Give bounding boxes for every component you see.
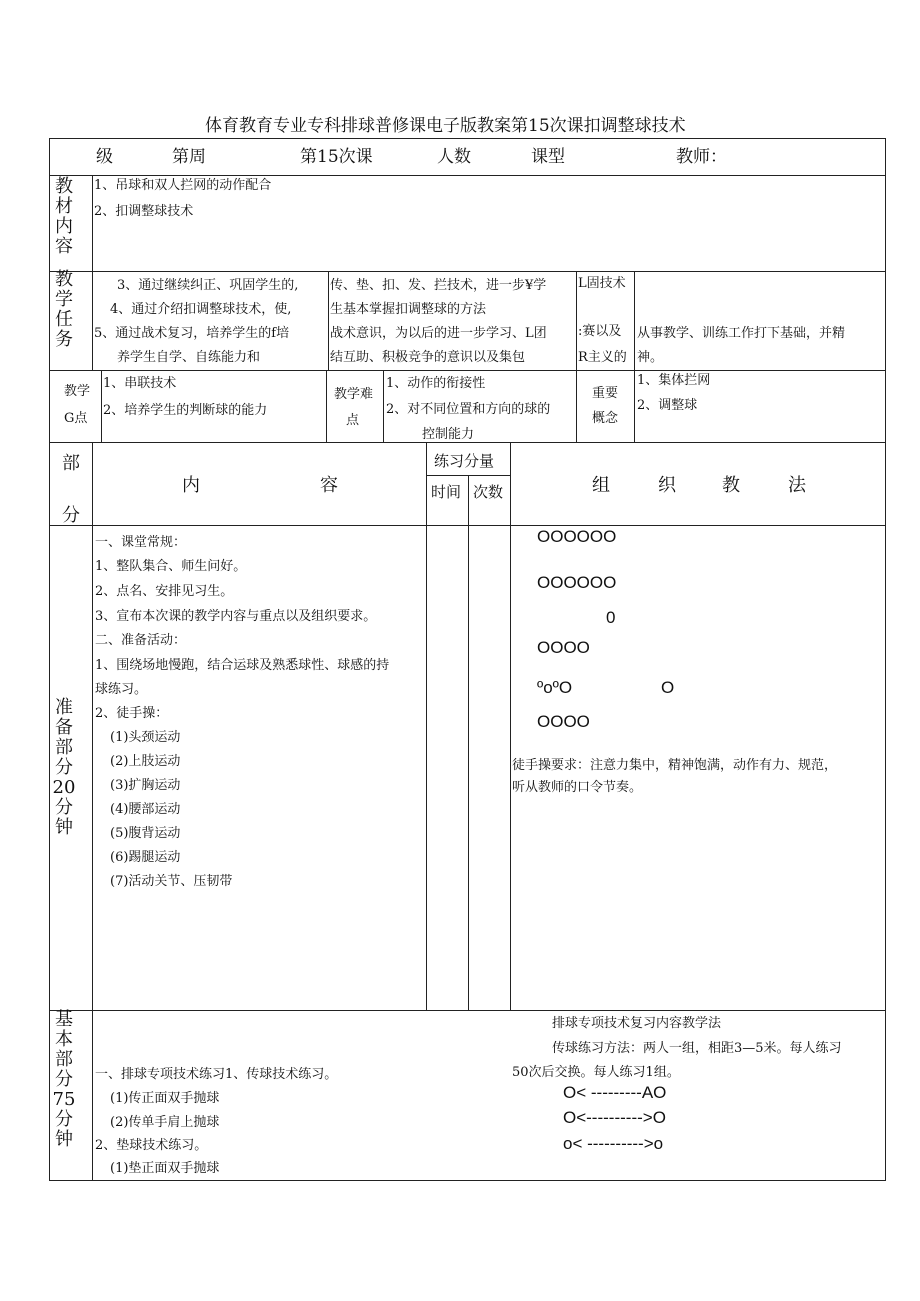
formation-row: O [661, 678, 675, 697]
formation-row: 0 [606, 608, 616, 627]
method-header: 教 [722, 475, 740, 496]
formation-row: OOOO [537, 712, 590, 731]
prep-line: (7)活动关节、压韧带 [110, 874, 233, 889]
requirement-line: 徒手操要求：注意力集中，精神饱满，动作有力、规范， [512, 758, 838, 773]
basic-line: (2)传单手肩上抛球 [110, 1115, 220, 1130]
prep-line: (2)上肢运动 [110, 754, 181, 769]
material-label: 教材内容 [55, 176, 73, 257]
prep-line: 1、整队集合、师生问好。 [95, 559, 247, 574]
basic-label: 基本部分75分钟 [52, 1009, 76, 1150]
prep-line: (5)腹背运动 [110, 826, 181, 841]
prep-line: 2、点名、安排见习生。 [95, 584, 234, 599]
prep-line: (1)头颈运动 [110, 730, 181, 745]
prep-line: 1、围绕场地慢跑，结合运球及熟悉球性、球感的持 [95, 658, 390, 673]
task-line: 生基本掌握扣调整球的方法 [330, 302, 487, 317]
concept-item: 2、调整球 [637, 398, 698, 413]
prep-line: 二、准备活动： [95, 633, 187, 648]
task-line: 5、通过战术复习，培养学生的f培 [94, 326, 290, 341]
concept-item: 1、集体拦网 [637, 373, 711, 388]
method-header: 组 [592, 475, 610, 496]
basic-line: 2、垫球技术练习。 [95, 1138, 208, 1153]
method-header: 织 [658, 475, 676, 496]
task-line: 传、垫、扣、发、拦技术，进一步¥学 [330, 278, 547, 293]
keypoint-label: 教学 [64, 384, 91, 399]
method-header: 法 [788, 475, 806, 496]
prep-line: 球练习。 [95, 682, 148, 697]
task-line: L固技术 [578, 276, 626, 291]
method-line: 传球练习方法：两人一组，相距3—5米。每人练习 [552, 1041, 842, 1056]
difficulty-label: 点 [346, 413, 360, 428]
prep-line: (6)踢腿运动 [110, 850, 181, 865]
material-item: 1、吊球和双人拦网的动作配合 [94, 178, 272, 193]
concept-label: 重要 [592, 386, 619, 401]
difficulty-item: 2、对不同位置和方向的球的 [386, 402, 551, 417]
task-line: 从事教学、训练工作打下基础，并精 [637, 326, 846, 341]
task-line: R主义的 [578, 350, 627, 365]
grade-label: 级 [96, 147, 113, 167]
formation-row: OOOO [537, 638, 590, 657]
basic-line: 一、排球专项技术练习1、传球技术练习。 [95, 1067, 338, 1082]
task-line: 神。 [637, 350, 664, 365]
task-line: :赛以及 [578, 324, 622, 339]
week-label: 第周 [172, 147, 206, 167]
requirement-line: 听从教师的口令节奏。 [512, 780, 643, 795]
basic-line: (1)垫正面双手抛球 [110, 1161, 220, 1176]
difficulty-item: 控制能力 [422, 427, 475, 442]
keypoint-label: G点 [64, 411, 88, 426]
lesson-type-label: 课型 [531, 147, 565, 167]
part-header: 部 [62, 453, 80, 474]
prep-line: 2、徒手操： [95, 706, 169, 721]
concept-label: 概念 [592, 411, 619, 426]
method-title: 排球专项技术复习内容教学法 [552, 1016, 722, 1031]
prep-line: 3、宣布本次课的教学内容与重点以及组织要求。 [95, 609, 377, 624]
formation-row: OOOOOO [537, 527, 617, 546]
part-header: 分 [62, 505, 80, 526]
prep-label: 准备部分20分钟 [52, 697, 76, 838]
passing-row: O< ---------AO [563, 1083, 667, 1102]
task-line: 3、通过继续纠正、巩固学生的, [117, 278, 299, 293]
formation-row: ºoºO [537, 678, 573, 697]
material-item: 2、扣调整球技术 [94, 204, 194, 219]
passing-row: O<---------->O [563, 1108, 666, 1127]
difficulty-item: 1、动作的衔接性 [386, 376, 486, 391]
task-line: 结互助、积极竞争的意识以及集包 [330, 350, 526, 365]
page-title: 体育教育专业专科排球普修课电子版教案第15次课扣调整球技术 [205, 116, 686, 136]
content-header: 内 [182, 475, 200, 496]
content-header: 容 [320, 475, 338, 496]
difficulty-label: 教学难 [334, 387, 374, 402]
tasks-label: 教学任务 [55, 269, 73, 350]
prep-line: (4)腰部运动 [110, 802, 181, 817]
prep-line: 一、课堂常规： [95, 535, 187, 550]
lesson-label: 第15次课 [300, 147, 373, 167]
keypoint-item: 1、串联技术 [103, 376, 177, 391]
keypoint-item: 2、培养学生的判断球的能力 [103, 403, 268, 418]
basic-line: (1)传正面双手抛球 [110, 1091, 220, 1106]
teacher-label: 教师： [676, 147, 727, 167]
prep-line: (3)扩胸运动 [110, 778, 181, 793]
passing-row: o< ---------->o [563, 1134, 664, 1153]
count-header: 次数 [473, 483, 504, 501]
practice-header: 练习分量 [434, 452, 495, 470]
formation-row: OOOOOO [537, 573, 617, 592]
task-line: 4、通过介绍扣调整球技术，使, [110, 302, 292, 317]
method-line: 50次后交换。每人练习1组。 [512, 1065, 680, 1080]
time-header: 时间 [431, 483, 462, 501]
people-label: 人数 [437, 147, 471, 167]
task-line: 养学生自学、自练能力和 [117, 350, 261, 365]
task-line: 战术意识，为以后的进一步学习、L团 [330, 326, 547, 341]
